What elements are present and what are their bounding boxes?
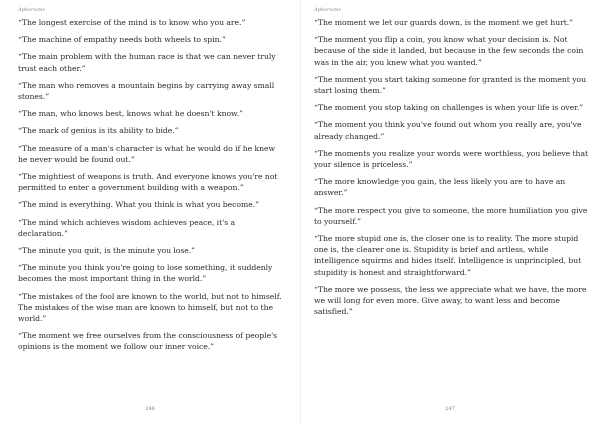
quote-paragraph: “The more stupid one is, the closer one is to reality. The more stupid one is, the clearer one is. Stupidity is brief and artless, while intelligence squirms and hides itself. Intelligence is unprincipled, but stupidity is honest and straightforward.” bbox=[314, 234, 582, 277]
quote-paragraph: “The machine of empathy needs both wheels to spin.” bbox=[18, 35, 226, 45]
quote-paragraph: “The moments you realize your words were worthless, you believe that your silence is priceless.” bbox=[314, 148, 589, 170]
quote-list bbox=[18, 17, 286, 353]
quote-paragraph: “The mark of genius is its ability to bide.” bbox=[18, 126, 179, 136]
quote-paragraph: “The more knowledge you gain, the less likely you are to have an answer.” bbox=[314, 177, 566, 198]
quote-paragraph: “The man who removes a mountain begins by carrying away small stones.” bbox=[18, 80, 275, 102]
quote-paragraph: “The more we possess, the less we appreciate what we have, the more we will long for even more. Give away, to want less and become satisfied.” bbox=[314, 284, 587, 317]
quote-paragraph: “The moment you flip a coin, you know what your decision is. Not because of the side it landed, but because in the few seconds the coin was in the air, you knew what you wanted.” bbox=[314, 35, 584, 67]
quote-paragraph: “The moment you start taking someone for granted is the moment you start losing them.” bbox=[314, 74, 586, 96]
quote-paragraph: “The mistakes of the fool are known to the world, but not to himself. The mistakes of the wise man are known to himself, but not to the world.” bbox=[18, 291, 282, 324]
quote-paragraph: “The longest exercise of the mind is to know who you are.” bbox=[18, 18, 246, 27]
quote-paragraph: “The main problem with the human race is that we can never truly trust each other.” bbox=[18, 52, 276, 73]
quote-paragraph: “The moment you stop taking on challenges is when your life is over.” bbox=[314, 103, 584, 113]
quote-paragraph: “The mind is everything. What you think is what you become.” bbox=[18, 200, 259, 210]
quote-paragraph: “The moment we free ourselves from the consciousness of people's opinions is the moment we follow our inner voice.” bbox=[18, 331, 278, 352]
quote-paragraph: “The minute you think you're going to lose something, it suddenly becomes the most important thing in the world.” bbox=[18, 263, 273, 284]
quote-paragraph: “The minute you quit, is the minute you lose.” bbox=[18, 246, 196, 256]
quote-list bbox=[314, 17, 592, 317]
quote-paragraph: “The more respect you give to someone, the more humiliation you give to yourself.” bbox=[314, 205, 588, 226]
page-number: 246 bbox=[145, 406, 155, 412]
quote-paragraph: “The mightiest of weapons is truth. And everyone knows you're not permitted to enter a government building with a weapon.” bbox=[18, 172, 278, 193]
page-number: 247 bbox=[445, 406, 455, 412]
quote-paragraph: “The mind which achieves wisdom achieves peace, it's a declaration.” bbox=[18, 217, 236, 238]
quote-paragraph: “The man, who knows best, knows what he doesn't know.” bbox=[18, 109, 243, 119]
quote-paragraph: “The moment we let our guards down, is the moment we get hurt.” bbox=[314, 18, 574, 27]
quote-paragraph: “The moment you think you've found out whom you really are, you've already changed.” bbox=[314, 120, 582, 141]
running-head: Aphorisms bbox=[314, 7, 341, 13]
right-page bbox=[300, 0, 600, 424]
quote-paragraph: “The measure of a man's character is what he would do if he knew he never would be found out.” bbox=[18, 143, 276, 164]
running-head: Aphorisms bbox=[18, 7, 45, 13]
